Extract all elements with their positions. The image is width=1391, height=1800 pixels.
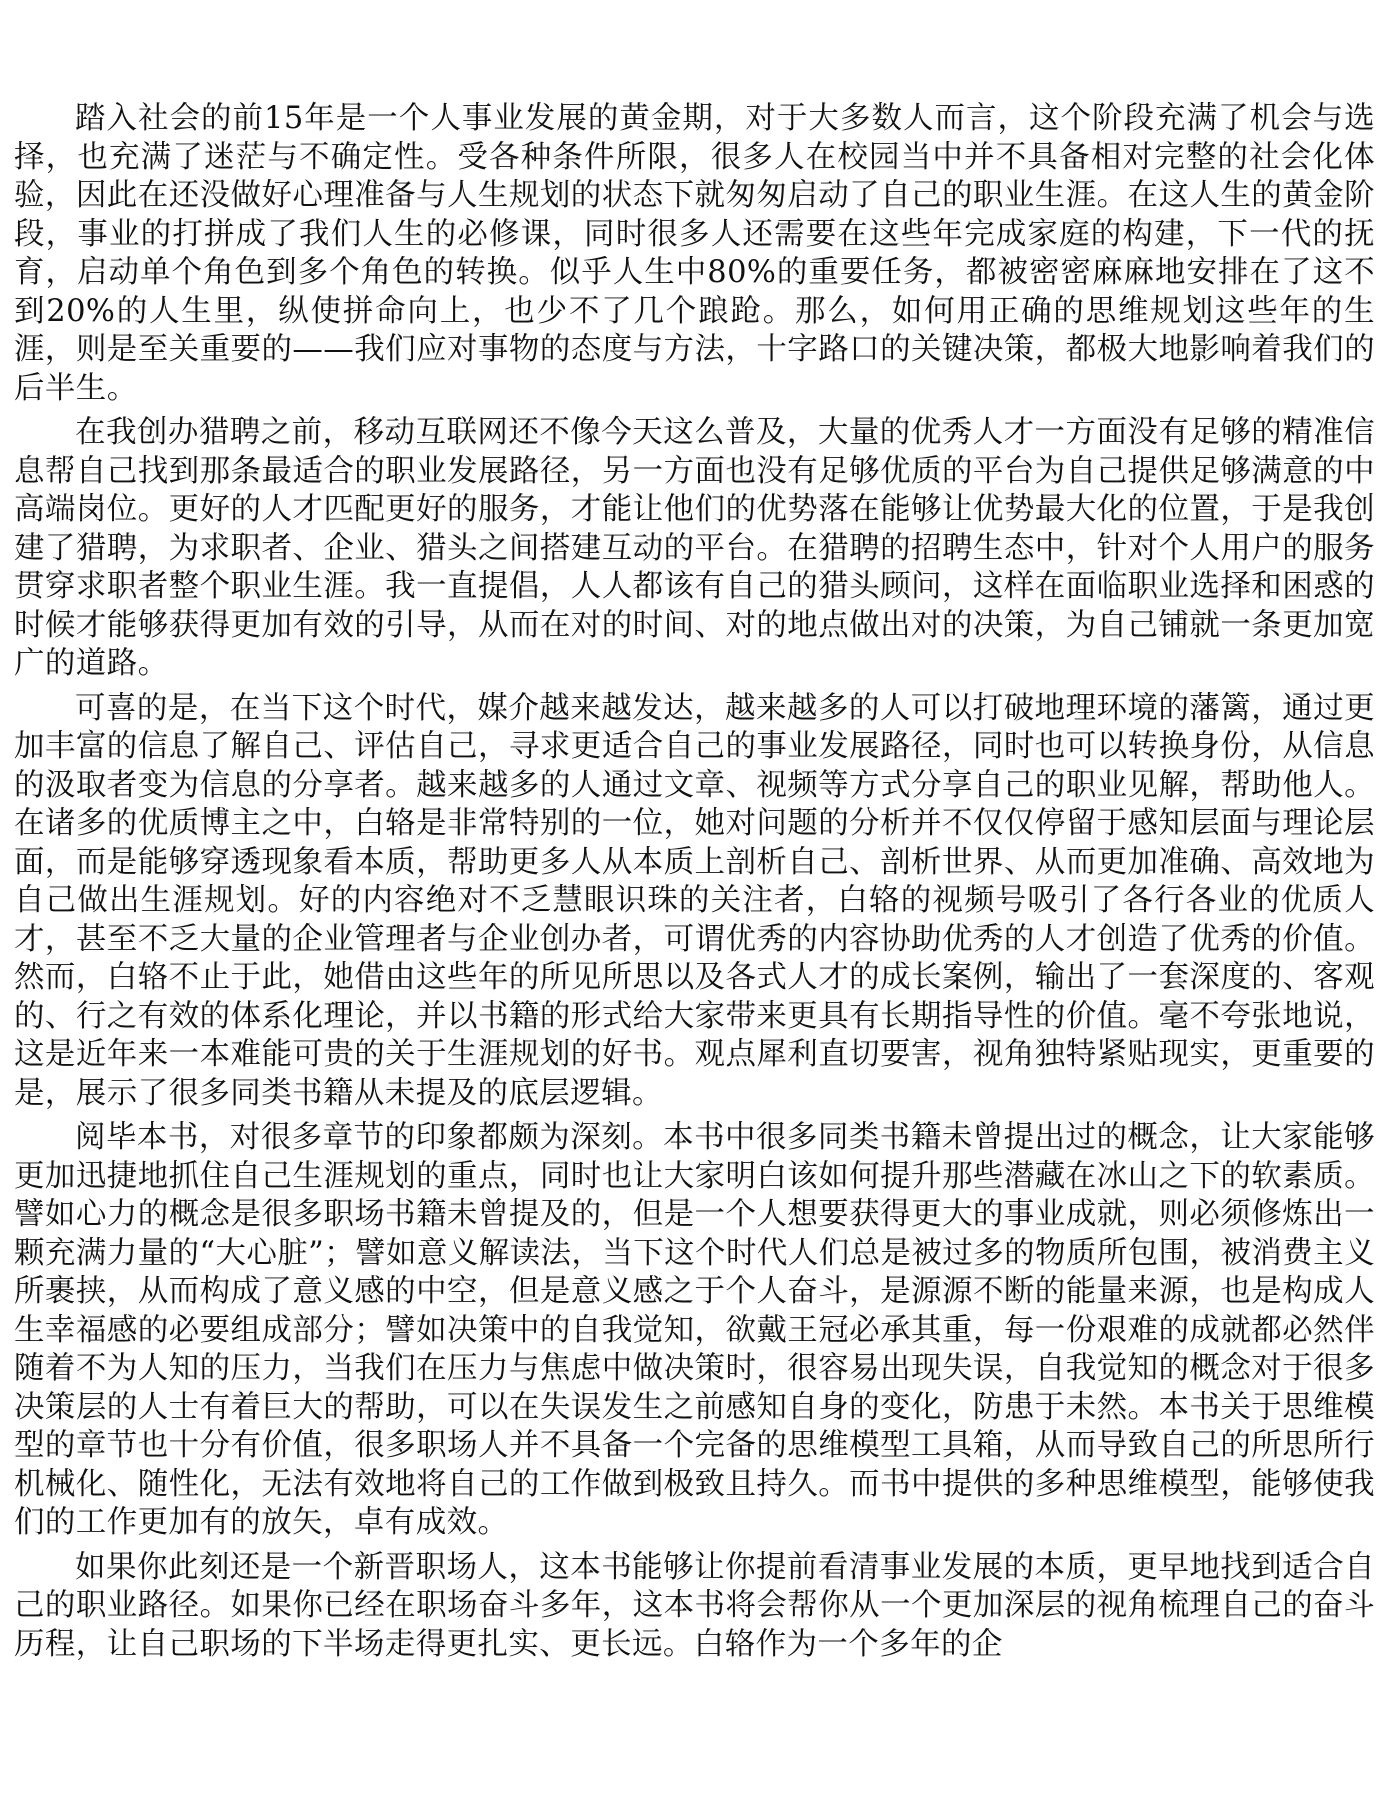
body-paragraph: 阅毕本书，对很多章节的印象都颇为深刻。本书中很多同类书籍未曾提出过的概念，让大家能够更加迅捷地抓住自己生涯规划的重点，同时也让大家明白该如何提升那些潜藏在冰山之下的软素质。譬如心力的概念是很多职场书籍未曾提及的，但是一个人想要获得更大的事业成就，则必须修炼出一颗充满力量的“大心脏”；譬如意义解读法，当下这个时代人们总是被过多的物质所包围，被消费主义所裹挟，从而构成了意义感的中空，但是意义感之于个人奋斗，是源源不断的能量来源，也是构成人生幸福感的必要组成部分；譬如决策中的自我觉知，欲戴王冠必承其重，每一份艰难的成就都必然伴随着不为人知的压力，当我们在压力与焦虑中做决策时，很容易出现失误，自我觉知的概念对于很多决策层的人士有着巨大的帮助，可以在失误发生之前感知自身的变化，防患于未然。本书关于思维模型的章节也十分有价值，很多职场人并不具备一个完备的思维模型工具箱，从而导致自己的所思所行机械化、随性化，无法有效地将自己的工作做到极致且持久。而书中提供的多种思维模型，能够使我们的工作更加有的放矢，卓有成效。 [14, 1120, 1375, 1540]
body-paragraph: 在我创办猎聘之前，移动互联网还不像今天这么普及，大量的优秀人才一方面没有足够的精准信息帮自己找到那条最适合的职业发展路径，另一方面也没有足够优质的平台为自己提供足够满意的中高端岗位。更好的人才匹配更好的服务，才能让他们的优势落在能够让优势最大化的位置，于是我创建了猎聘，为求职者、企业、猎头之间搭建互动的平台。在猎聘的招聘生态中，针对个人用户的服务贯穿求职者整个职业生涯。我一直提倡，人人都该有自己的猎头顾问，这样在面临职业选择和困惑的时候才能够获得更加有效的引导，从而在对的时间、对的地点做出对的决策，为自己铺就一条更加宽广的道路。 [14, 415, 1375, 681]
body-paragraph: 如果你此刻还是一个新晋职场人，这本书能够让你提前看清事业发展的本质，更早地找到适合自己的职业路径。如果你已经在职场奋斗多年，这本书将会帮你从一个更加深层的视角梳理自己的奋斗历程，让自己职场的下半场走得更扎实、更长远。白辂作为一个多年的企 [14, 1549, 1375, 1662]
body-paragraph: 可喜的是，在当下这个时代，媒介越来越发达，越来越多的人可以打破地理环境的藩篱，通过更加丰富的信息了解自己、评估自己，寻求更适合自己的事业发展路径，同时也可以转换身份，从信息的汲取者变为信息的分享者。越来越多的人通过文章、视频等方式分享自己的职业见解，帮助他人。在诸多的优质博主之中，白辂是非常特别的一位，她对问题的分析并不仅仅停留于感知层面与理论层面，而是能够穿透现象看本质，帮助更多人从本质上剖析自己、剖析世界、从而更加准确、高效地为自己做出生涯规划。好的内容绝对不乏慧眼识珠的关注者，白辂的视频号吸引了各行各业的优质人才，甚至不乏大量的企业管理者与企业创办者，可谓优秀的内容协助优秀的人才创造了优秀的价值。然而，白辂不止于此，她借由这些年的所见所思以及各式人才的成长案例，输出了一套深度的、客观的、行之有效的体系化理论，并以书籍的形式给大家带来更具有长期指导性的价值。毫不夸张地说，这是近年来一本难能可贵的关于生涯规划的好书。观点犀利直切要害，视角独特紧贴现实，更重要的是，展示了很多同类书籍从未提及的底层逻辑。 [14, 690, 1375, 1111]
body-paragraph: 踏入社会的前15年是一个人事业发展的黄金期，对于大多数人而言，这个阶段充满了机会与选择，也充满了迷茫与不确定性。受各种条件所限，很多人在校园当中并不具备相对完整的社会化体验，因此在还没做好心理准备与人生规划的状态下就匆匆启动了自己的职业生涯。在这人生的黄金阶段，事业的打拼成了我们人生的必修课，同时很多人还需要在这些年完成家庭的构建，下一代的抚育，启动单个角色到多个角色的转换。似乎人生中80%的重要任务，都被密密麻麻地安排在了这不到20%的人生里，纵使拼命向上，也少不了几个踉跄。那么，如何用正确的思维规划这些年的生涯，则是至关重要的——我们应对事物的态度与方法，十字路口的关键决策，都极大地影响着我们的后半生。 [14, 101, 1375, 406]
document-page [14, 100, 1375, 1670]
